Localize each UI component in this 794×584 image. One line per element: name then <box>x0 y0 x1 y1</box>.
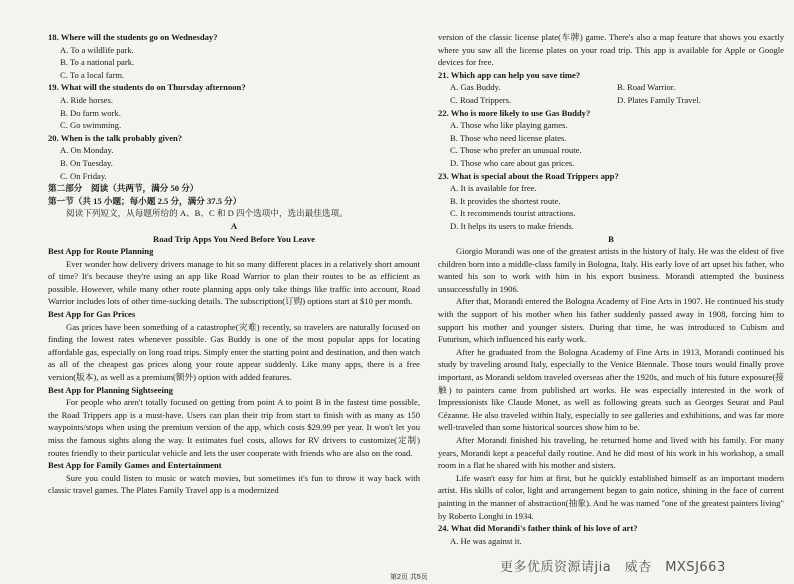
heading-route-planning: Best App for Route Planning <box>48 246 154 257</box>
heading-gas-prices: Best App for Gas Prices <box>48 309 136 320</box>
page-number: 第2页 共5页 <box>390 574 428 581</box>
question-21-options-row-2 <box>438 94 784 107</box>
question-22-option-a: A. Those who like playing games. <box>450 120 568 131</box>
paragraph-b-3: After he graduated from the Bologna Academy of Fine Arts in 1913, Morandi continued his study by traveling around Italy, especially to the Venice Biennale. Those tours would finally prove important, as Morandi seldom traveled overseas after the 1920s, and much of his future exposure(接触) to painters came from published art works. He was especially interested in the work of Impressionists like Claude Monet, as well as following greats such as Georges Seurat and Paul Cézanne. He also traveled within Italy, especially to see galleries and exhibitions, and was far more well-traveled than some historical sources show him to be. <box>438 346 784 433</box>
question-18-option-c: C. To a local farm. <box>60 69 125 80</box>
paragraph-route-planning: Ever wonder how delivery drivers manage to hit so many different places in a relatively short amount of time? It's because they're using an app like Road Warrior to plan their routes to be as efficient as possible. However, while many other route planning apps only take things like traffic into account, Road Warrior includes lots of other time-sucking details. The subscription(订购) options start at $10 per month. <box>48 258 420 307</box>
question-24-stem: 24. What did Morandi's father think of his love of art? <box>438 523 638 534</box>
paragraph-b-5: Life wasn't easy for him at first, but he quickly established himself as an important modern artist. His skills of color, light and arrangement began to gain notice, shining in the face of current painting in the manner of abstraction(抽象). And he was named "one of the greatest painters living" by Roberto Longhi in 1934. <box>438 472 784 521</box>
question-23-option-a: A. It is available for free. <box>450 183 537 194</box>
question-22-option-c: C. Those who prefer an unusual route. <box>450 145 582 156</box>
watermark-text: 更多优质资源请jia 威杏 MXSJ663 <box>500 560 726 575</box>
question-19-option-b: B. Do farm work. <box>60 107 121 118</box>
question-19-option-a: A. Ride horses. <box>60 94 113 105</box>
question-19-stem: 19. What will the students do on Thursday afternoon? <box>48 82 246 93</box>
question-24-option-a: A. He was against it. <box>450 535 522 546</box>
question-22-stem: 22. Who is more likely to use Gas Buddy? <box>438 107 591 118</box>
paragraph-family-games-continued: version of the classic license plate(车牌) game. There's also a map feature that shows you exactly where you saw all the license plates on your road trip. This app is available for Apple or Google devices for free. <box>438 32 784 68</box>
question-23-option-b: B. It provides the shortest route. <box>450 195 561 206</box>
question-20-option-b: B. On Tuesday. <box>60 157 113 168</box>
left-column <box>48 31 420 497</box>
question-21-stem: 21. Which app can help you save time? <box>438 69 581 80</box>
question-21-option-d: D. Plates Family Travel. <box>617 94 701 105</box>
question-23-option-c: C. It recommends tourist attractions. <box>450 208 576 219</box>
question-21-option-b: B. Road Warrior. <box>617 82 676 93</box>
question-23-option-d: D. It helps its users to make friends. <box>450 220 574 231</box>
right-column <box>438 31 784 547</box>
question-18-option-a: A. To a wildlife park. <box>60 44 134 55</box>
question-21-option-c: C. Road Trippers. <box>450 94 512 105</box>
heading-family-games: Best App for Family Games and Entertainment <box>48 460 222 471</box>
section-1-instructions: 阅读下列短文，从每题所给的 A、B、C 和 D 四个选项中，选出最佳选项。 <box>66 208 348 219</box>
question-20-option-c: C. On Friday. <box>60 170 107 181</box>
question-18-stem: 18. Where will the students go on Wednesday? <box>48 32 218 42</box>
part-2-title: 第二部分 阅读（共两节，满分 50 分） <box>48 183 199 194</box>
question-20-option-a: A. On Monday. <box>60 145 114 156</box>
question-22-option-d: D. Those who care about gas prices. <box>450 157 575 168</box>
paragraph-family-games: Sure you could listen to music or watch movies, but sometimes it's fun to throw it way back with classic travel games. The Plates Family Travel app is a modernized <box>48 472 420 496</box>
passage-a-title: Road Trip Apps You Need Before You Leave <box>153 233 315 244</box>
question-23-stem: 23. What is special about the Road Trippers app? <box>438 170 619 181</box>
page-footer <box>0 572 794 584</box>
passage-b-label: B <box>608 233 614 244</box>
question-21-options-row-1 <box>438 81 784 94</box>
paragraph-b-4: After Morandi finished his traveling, he returned home and lived with his family. For many years, Morandi kept a peaceful daily routine. And he did most of his work in his workshop, a small room in a flat he shared with his mother and sisters. <box>438 435 784 471</box>
question-18-option-b: B. To a national park. <box>60 57 135 68</box>
question-19-option-c: C. Go swimming. <box>60 120 122 131</box>
heading-sightseeing: Best App for Planning Sightseeing <box>48 384 173 395</box>
section-1-title: 第一节（共 15 小题；每小题 2.5 分，满分 37.5 分） <box>48 195 242 206</box>
question-20-stem: 20. When is the talk probably given? <box>48 132 183 143</box>
paragraph-gas-prices: Gas prices have been something of a catastrophe(灾难) recently, so travelers are naturally focused on finding the lowest rates whenever possible. Gas Buddy is one of the most popular apps for locating affordable gas, especially on long road trips. Simply enter the starting point and destination, and then watch as all of the cheapest gas prices along your route appear suddenly. Like many apps, there is a free version(版本), as well as a premium(额外) option with added features. <box>48 321 420 383</box>
question-22-option-b: B. Those who need license plates. <box>450 132 567 143</box>
paragraph-sightseeing: For people who aren't totally focused on getting from point A to point B in the fastest time possible, the Road Trippers app is a must-have. Users can plan their trip from start to finish with as many as 150 waypoints/stops when using the premium version of the app, which costs $29.99 per year. It won't let you miss the famous sights along the way. It estimates fuel costs, allows for RV drivers to customize(定制) routes friendly to their particular vehicle and lets the user cooperate with friends who are also on the road. <box>48 397 420 458</box>
passage-a-label: A <box>230 220 238 231</box>
question-21-option-a: A. Gas Buddy. <box>450 82 501 93</box>
paragraph-b-1: Giorgio Morandi was one of the greatest artists in the history of Italy. He was the eldest of five children born into a middle-class family in Bologna, Italy. His early love of art upset his father, who wanted his son to work with him in his export business. Morandi attempted the business unsuccessfully in 1906. <box>438 246 784 294</box>
paragraph-b-2: After that, Morandi entered the Bologna Academy of Fine Arts in 1907. He continued his study with the support of his mother when his father suddenly passed away in 1908, forcing him to support his mother and younger sisters. During that time, he was introduced to Cubism and Futurism, which influenced his early work. <box>438 296 784 345</box>
